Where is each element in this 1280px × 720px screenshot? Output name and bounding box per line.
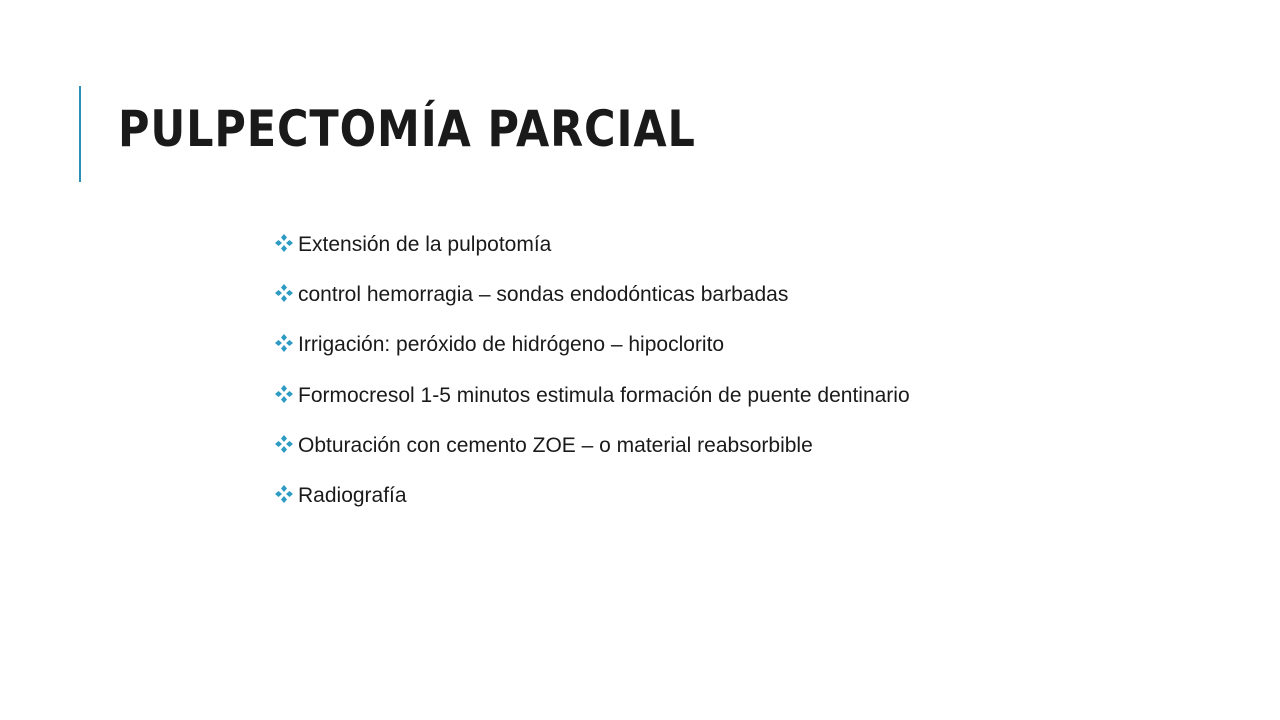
four-diamond-bullet-icon [274, 233, 294, 253]
bullet-list [274, 220, 910, 521]
four-diamond-bullet-icon [274, 434, 294, 454]
four-diamond-bullet-icon [274, 283, 294, 303]
list-item [274, 471, 910, 521]
four-diamond-bullet-icon [274, 333, 294, 353]
four-diamond-bullet-icon [274, 484, 294, 504]
slide-title: PULPECTOMÍA PARCIAL [118, 100, 696, 158]
bullet-text: Extensión de la pulpotomía [298, 233, 552, 257]
list-item [274, 320, 910, 370]
bullet-text: control hemorragia – sondas endodónticas barbadas [298, 283, 789, 307]
title-accent-line [79, 86, 81, 182]
bullet-text: Formocresol 1-5 minutos estimula formación de puente dentinario [298, 383, 910, 407]
bullet-text: Irrigación: peróxido de hidrógeno – hipoclorito [298, 333, 725, 357]
bullet-text: Radiografía [298, 484, 407, 508]
bullet-text: Obturación con cemento ZOE – o material reabsorbible [298, 433, 813, 457]
list-item [274, 220, 910, 270]
list-item [274, 270, 910, 320]
list-item [274, 421, 910, 471]
list-item [274, 371, 910, 421]
four-diamond-bullet-icon [274, 384, 294, 404]
